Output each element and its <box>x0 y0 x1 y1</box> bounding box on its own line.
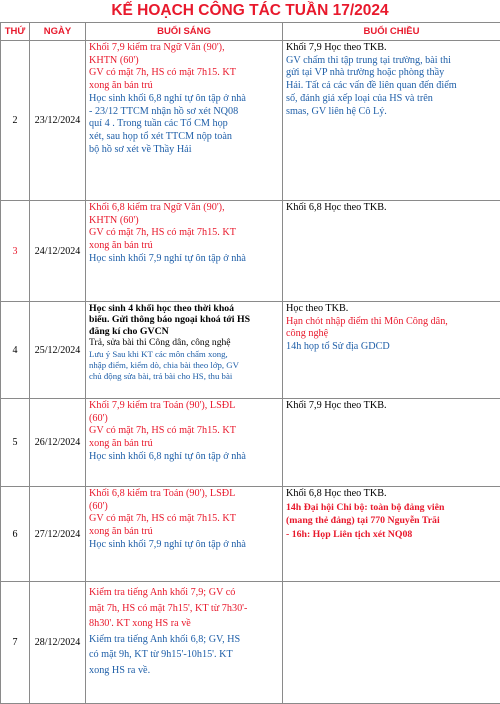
morning-line: mặt 7h, HS có mặt 7h15', KT từ 7h30'- <box>89 601 280 617</box>
afternoon-line: - 16h: Họp Liên tịch xét NQ08 <box>286 528 498 542</box>
morning-line: xong HS ra về. <box>89 663 280 679</box>
morning-line: Trả, sửa bài thi Công dân, công nghệ <box>89 337 280 349</box>
day-number: 5 <box>1 399 30 487</box>
morning-line: GV có mặt 7h, HS có mặt 7h15. KT <box>89 425 280 438</box>
morning-line: nhập điểm, kiểm dò, chia bài theo lớp, GV <box>89 360 280 371</box>
morning-line: quí 4 . Trong tuần các Tổ CM họp <box>89 118 280 131</box>
afternoon-line: Khối 7,9 Học theo TKB. <box>286 42 498 55</box>
morning-line: Lưu ý Sau khi KT các môn chấm xong, <box>89 349 280 360</box>
morning-line: xong ăn bán trú <box>89 438 280 451</box>
afternoon-line: Khối 6,8 Học theo TKB. <box>286 488 498 501</box>
morning-line: đăng kí cho GVCN <box>89 326 280 337</box>
morning-line: xong ăn bán trú <box>89 80 280 93</box>
morning-line: Khối 6,8 kiểm tra Toán (90'), LSĐL <box>89 488 280 501</box>
morning-line: 8h30'. KT xong HS ra về <box>89 616 280 632</box>
morning-cell <box>86 399 283 487</box>
morning-line: GV có mặt 7h, HS có mặt 7h15. KT <box>89 513 280 526</box>
day-date: 23/12/2024 <box>30 41 86 201</box>
morning-cell <box>86 487 283 582</box>
day-number: 4 <box>1 302 30 399</box>
morning-line: Học sinh khối 7,9 nghỉ tự ôn tập ở nhà <box>89 253 280 266</box>
header-buoi-chieu: BUỔI CHIỀU <box>283 23 500 41</box>
morning-line: xét, sau họp tổ xét TTCM nộp toàn <box>89 131 280 144</box>
afternoon-cell <box>283 582 500 704</box>
header-ngay: NGÀY <box>30 23 86 41</box>
day-number: 2 <box>1 41 30 201</box>
afternoon-cell <box>283 399 500 487</box>
morning-line: Học sinh khối 6,8 nghỉ tự ôn tập ở nhà <box>89 451 280 464</box>
header-row <box>1 23 500 41</box>
day-number: 6 <box>1 487 30 582</box>
schedule-table <box>0 22 500 704</box>
morning-line: Kiểm tra tiếng Anh khối 6,8; GV, HS <box>89 632 280 648</box>
table-row <box>1 487 500 582</box>
afternoon-line: GV chấm thi tập trung tại trường, bài thi <box>286 55 498 68</box>
day-date: 28/12/2024 <box>30 582 86 704</box>
morning-line: - 23/12 TTCM nhận hồ sơ xét NQ08 <box>89 106 280 119</box>
morning-line: chủ động sửa bài, trả bài cho HS, thu bài <box>89 371 280 382</box>
afternoon-line: số, đánh giá xếp loại của HS và trên <box>286 93 498 106</box>
morning-line: KHTN (60') <box>89 55 280 68</box>
morning-cell <box>86 302 283 399</box>
table-row <box>1 582 500 704</box>
afternoon-line: smas, GV liên hệ Cô Lý. <box>286 106 498 119</box>
afternoon-line: Khối 6,8 Học theo TKB. <box>286 202 498 215</box>
table-row <box>1 399 500 487</box>
morning-line: biểu. Gửi thông báo ngoại khoá tới HS <box>89 314 280 325</box>
afternoon-cell <box>283 201 500 302</box>
morning-line: Kiểm tra tiếng Anh khối 7,9; GV có <box>89 585 280 601</box>
morning-line: Học sinh khối 7,9 nghỉ tự ôn tập ở nhà <box>89 539 280 552</box>
morning-line: bộ hồ sơ xét về Thầy Hải <box>89 144 280 157</box>
morning-cell <box>86 201 283 302</box>
day-date: 24/12/2024 <box>30 201 86 302</box>
afternoon-cell <box>283 302 500 399</box>
morning-line: xong ăn bán trú <box>89 240 280 253</box>
afternoon-line: Học theo TKB. <box>286 303 498 316</box>
afternoon-line: công nghệ <box>286 328 498 341</box>
morning-line: Học sinh 4 khối học theo thời khoá <box>89 303 280 314</box>
day-number: 3 <box>1 201 30 302</box>
morning-line: Khối 7,9 kiểm tra Toán (90'), LSĐL <box>89 400 280 413</box>
morning-line: GV có mặt 7h, HS có mặt 7h15. KT <box>89 227 280 240</box>
morning-line: (60') <box>89 413 280 426</box>
morning-line: có mặt 9h, KT từ 9h15'-10h15'. KT <box>89 647 280 663</box>
afternoon-line: Khối 7,9 Học theo TKB. <box>286 400 498 413</box>
morning-cell <box>86 41 283 201</box>
afternoon-line: 14h Đại hội Chi bộ: toàn bộ đảng viên <box>286 501 498 515</box>
afternoon-line: gửi tại VP nhà trường hoặc phòng thầy <box>286 67 498 80</box>
morning-line: KHTN (60') <box>89 215 280 228</box>
morning-line: xong ăn bán trú <box>89 526 280 539</box>
day-date: 25/12/2024 <box>30 302 86 399</box>
header-buoi-sang: BUỔI SÁNG <box>86 23 283 41</box>
morning-cell <box>86 582 283 704</box>
table-row <box>1 302 500 399</box>
morning-line: Khối 6,8 kiểm tra Ngữ Văn (90'), <box>89 202 280 215</box>
day-date: 26/12/2024 <box>30 399 86 487</box>
morning-line: GV có mặt 7h, HS có mặt 7h15. KT <box>89 67 280 80</box>
day-number: 7 <box>1 582 30 704</box>
afternoon-cell <box>283 487 500 582</box>
day-date: 27/12/2024 <box>30 487 86 582</box>
morning-line: (60') <box>89 501 280 514</box>
afternoon-line: Hạn chót nhập điểm thi Môn Công dân, <box>286 316 498 329</box>
afternoon-line: Hải. Tất cả các vấn đề liên quan đến điểm <box>286 80 498 93</box>
page-title: KẾ HOẠCH CÔNG TÁC TUẦN 17/2024 <box>0 0 500 22</box>
afternoon-line: (mang thẻ đảng) tại 770 Nguyễn Trãi <box>286 514 498 528</box>
morning-line: Khối 7,9 kiểm tra Ngữ Văn (90'), <box>89 42 280 55</box>
table-row <box>1 201 500 302</box>
header-thu: THỨ <box>1 23 30 41</box>
morning-line: Học sinh khối 6,8 nghỉ tự ôn tập ở nhà <box>89 93 280 106</box>
afternoon-cell <box>283 41 500 201</box>
table-row <box>1 41 500 201</box>
afternoon-line: 14h họp tổ Sử địa GDCD <box>286 341 498 354</box>
